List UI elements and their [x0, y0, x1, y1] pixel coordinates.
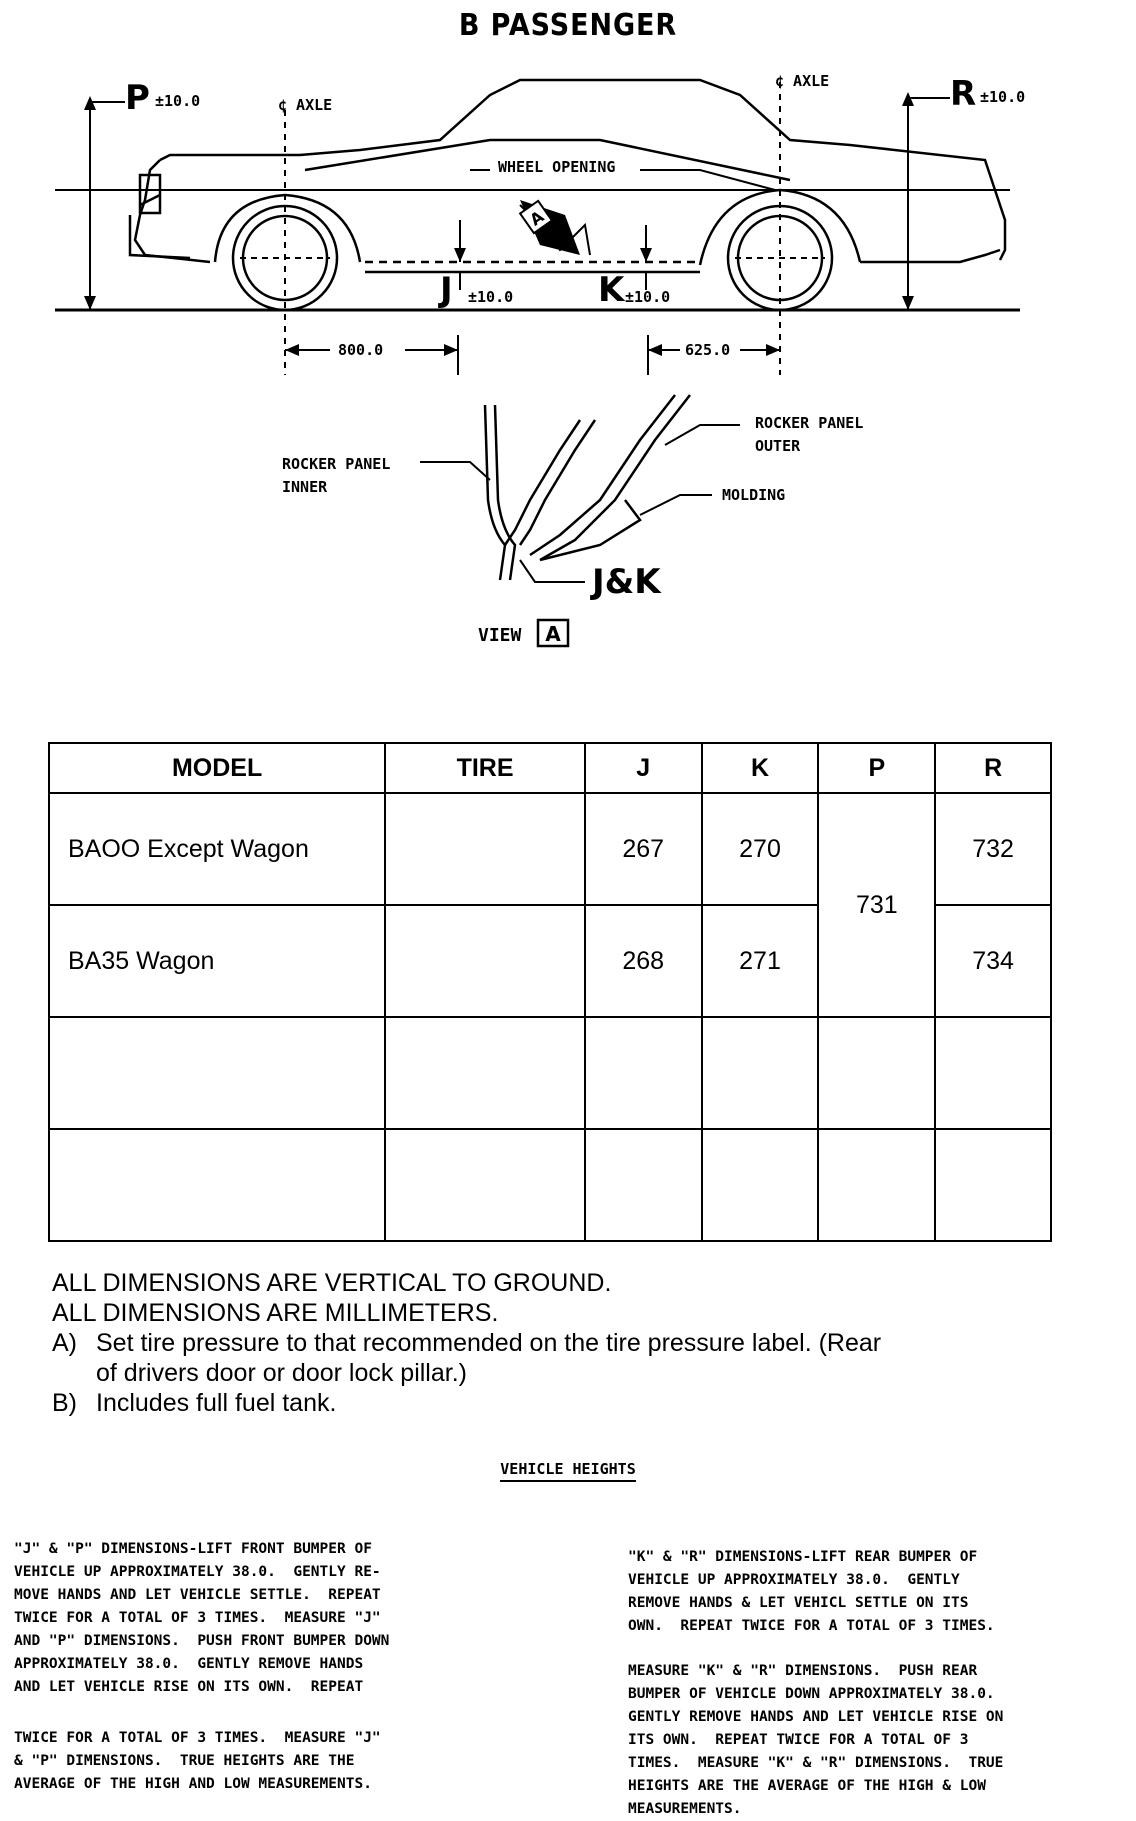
cell-k: 271 — [702, 905, 819, 1017]
note-a — [52, 1328, 1072, 1358]
cell-r: 732 — [935, 793, 1051, 905]
note-a-text-2: of drivers door or door lock pillar.) — [96, 1359, 467, 1387]
spec-table — [48, 742, 1052, 1242]
empty-row — [49, 1129, 1051, 1241]
front-dimension-value: 800.0 — [338, 341, 384, 359]
cell-j: 267 — [585, 793, 702, 905]
table-row — [49, 793, 1051, 905]
front-axle-label: ¢ AXLE — [278, 96, 333, 114]
view-a-detail — [420, 395, 740, 582]
vehicle-heights-heading-text: VEHICLE HEIGHTS — [500, 1460, 635, 1482]
r-tolerance: ±10.0 — [980, 88, 1026, 106]
rear-axle-label: ¢ AXLE — [775, 72, 830, 90]
empty-row — [49, 1017, 1051, 1129]
rocker-inner-label-1: ROCKER PANEL — [282, 455, 391, 473]
jk-label: J&K — [592, 562, 661, 602]
rocker-outer-label-1: ROCKER PANEL — [755, 414, 864, 432]
rear-dimension-value: 625.0 — [685, 341, 731, 359]
j-tolerance: ±10.0 — [468, 288, 514, 306]
cell-tire — [385, 793, 585, 905]
note-a-marker: A) — [52, 1329, 77, 1357]
note-b-marker: B) — [52, 1389, 77, 1417]
cell-model: BA35 Wagon — [49, 905, 385, 1017]
right-paragraph-1: "K" & "R" DIMENSIONS-LIFT REAR BUMPER OF VEHICLE UP APPROXIMATELY 38.0. GENTLY REMOVE HANDS & LET VEHICL SETTLE ON ITS OWN. REPEAT TWICE FOR A TOTAL OF 3 TIMES. — [628, 1549, 995, 1634]
header-p: P — [818, 743, 935, 793]
k-tolerance: ±10.0 — [625, 288, 671, 306]
view-marker-in-diagram: A — [526, 206, 548, 230]
view-box-letter: A — [545, 622, 561, 646]
cell-r: 734 — [935, 905, 1051, 1017]
k-label: K — [598, 270, 625, 310]
page-title: B PASSENGER — [458, 8, 678, 43]
cell-model: BAOO Except Wagon — [49, 793, 385, 905]
note-line-1: ALL DIMENSIONS ARE VERTICAL TO GROUND. — [52, 1269, 612, 1297]
rocker-outer-label-2: OUTER — [755, 437, 801, 455]
note-b — [52, 1388, 1072, 1418]
j-label: J — [440, 270, 453, 310]
left-paragraph-1: "J" & "P" DIMENSIONS-LIFT FRONT BUMPER OF VEHICLE UP APPROXIMATELY 38.0. GENTLY RE- MOVE HANDS AND LET VEHICLE SETTLE. REPEAT TWICE FOR A TOTAL OF 3 TIMES. MEASURE "J" AND "P" DIMENSIONS. PUSH FRONT BUMPER DOWN APPROXIMATELY 38.0. GENTLY REMOVE HANDS AND LET VEHICLE RISE ON ITS OWN. REPEAT — [14, 1541, 390, 1695]
cell-tire — [385, 905, 585, 1017]
table-header-row — [49, 743, 1051, 793]
note-a-text-1: Set tire pressure to that recommended on the tire pressure label. (Rear — [96, 1329, 882, 1357]
cell-p-shared: 731 — [818, 793, 935, 1017]
note-b-text: Includes full fuel tank. — [96, 1389, 337, 1417]
molding-label: MOLDING — [722, 486, 786, 504]
note-line-2: ALL DIMENSIONS ARE MILLIMETERS. — [52, 1299, 499, 1327]
header-r: R — [935, 743, 1051, 793]
r-label: R — [950, 74, 977, 114]
header-model: MODEL — [49, 743, 385, 793]
cell-k: 270 — [702, 793, 819, 905]
header-tire: TIRE — [385, 743, 585, 793]
right-paragraph-2: MEASURE "K" & "R" DIMENSIONS. PUSH REAR BUMPER OF VEHICLE DOWN APPROXIMATELY 38.0. GENTLY REMOVE HANDS AND LET VEHICLE RISE ON ITS OWN. REPEAT TWICE FOR A TOTAL OF 3 TIMES. MEASURE "K" & "R" DIMENSIONS. TRUE HEIGHTS ARE THE AVERAGE OF THE HIGH & LOW MEASUREMENTS. — [628, 1663, 1004, 1817]
wheel-opening-label: WHEEL OPENING — [498, 158, 616, 176]
view-label: VIEW — [478, 625, 522, 646]
rocker-inner-label-2: INNER — [282, 478, 328, 496]
vehicle-heights-heading — [0, 1460, 1136, 1478]
p-label: P — [125, 78, 150, 118]
left-paragraph-2: TWICE FOR A TOTAL OF 3 TIMES. MEASURE "J" & "P" DIMENSIONS. TRUE HEIGHTS ARE THE AVERAGE OF THE HIGH AND LOW MEASUREMENTS. — [14, 1730, 381, 1792]
cell-j: 268 — [585, 905, 702, 1017]
header-k: K — [702, 743, 819, 793]
p-tolerance: ±10.0 — [155, 92, 201, 110]
header-j: J — [585, 743, 702, 793]
notes-block — [52, 1268, 1072, 1418]
